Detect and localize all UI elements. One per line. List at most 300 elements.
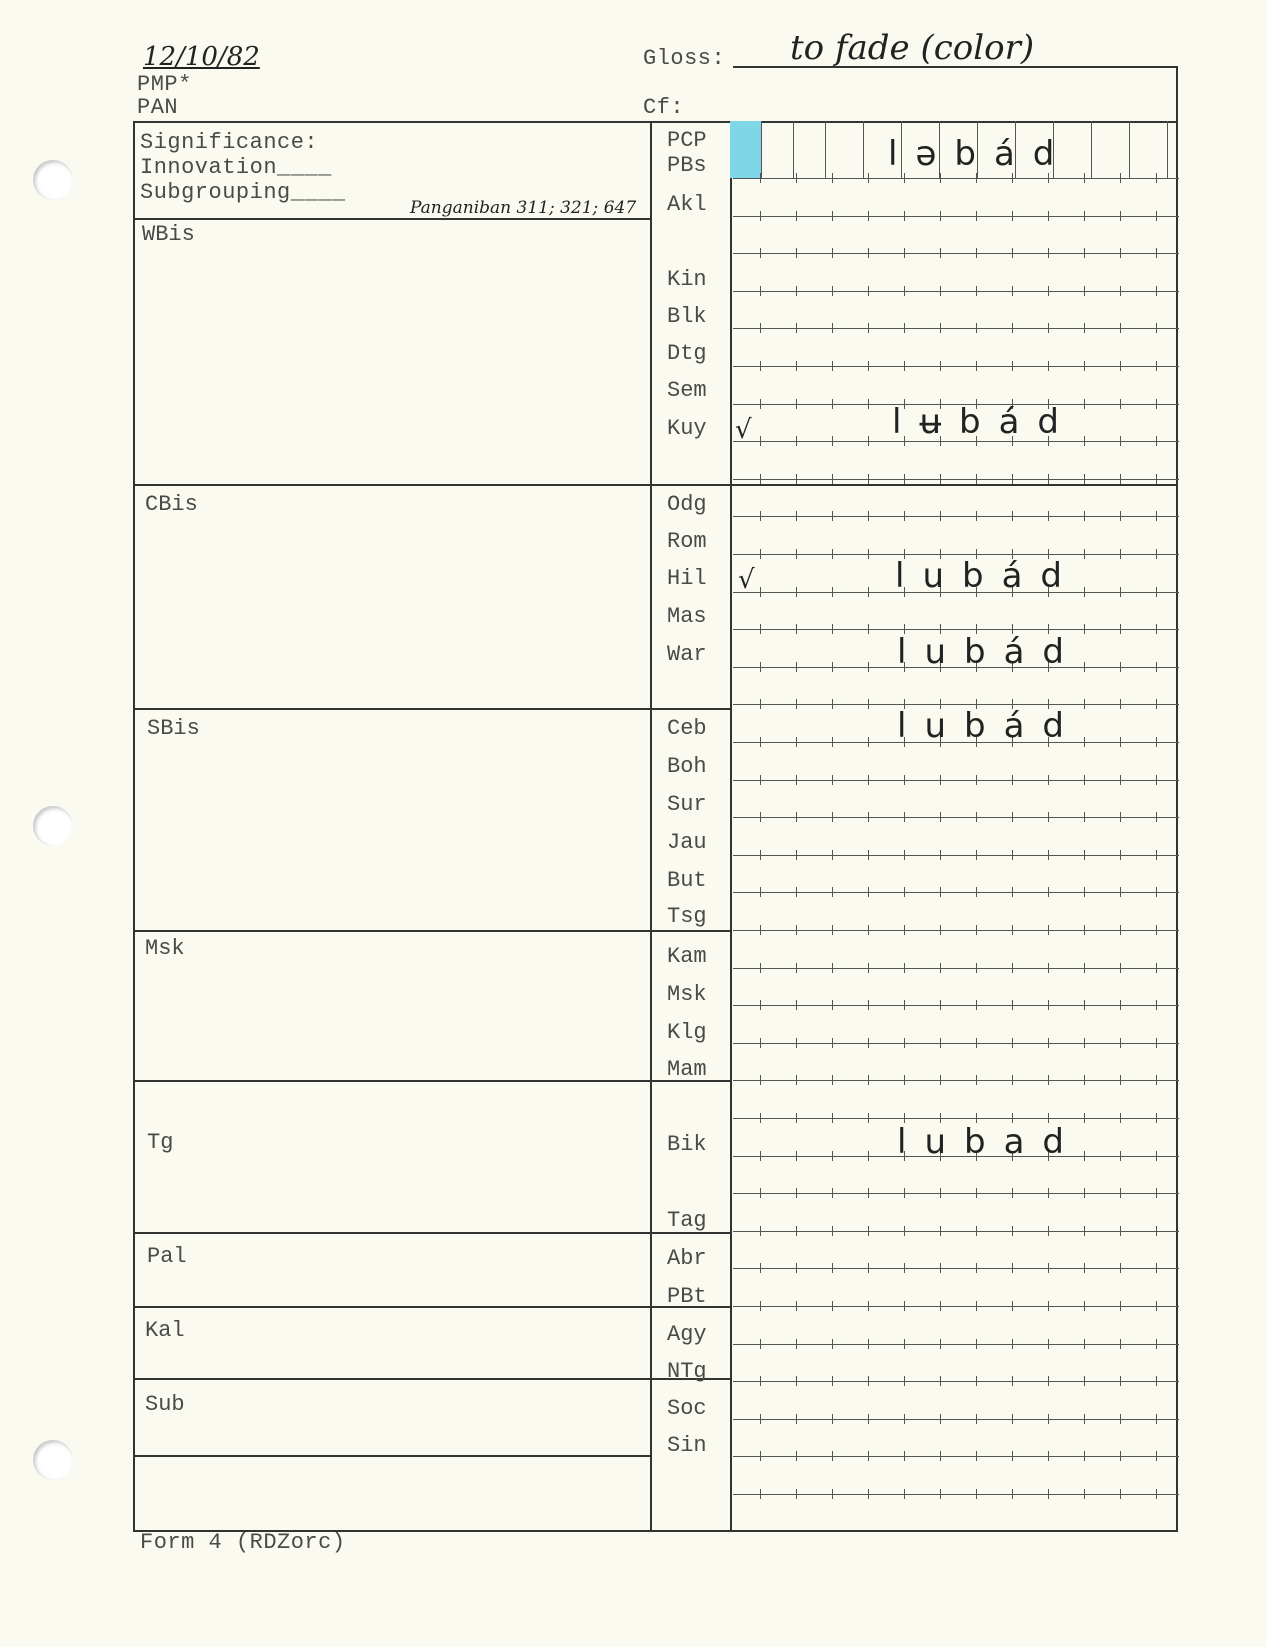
grid-tick <box>1084 1301 1085 1311</box>
grid-tick <box>1048 248 1049 258</box>
grid-tick <box>796 699 797 709</box>
grid-tick <box>940 1414 941 1424</box>
grid-tick <box>1084 925 1085 935</box>
grid-tick <box>868 662 869 672</box>
region-sep-tg <box>133 1080 731 1082</box>
grid-tick <box>1084 812 1085 822</box>
grid-tick <box>1048 775 1049 785</box>
lang-label-soc: Soc <box>667 1396 707 1421</box>
grid-tick <box>1156 211 1157 221</box>
lang-label-ntg: NTg <box>667 1359 707 1384</box>
grid-tick <box>832 1339 833 1349</box>
lang-label-odg: Odg <box>667 492 707 517</box>
punch-hole-middle <box>33 806 73 846</box>
grid-tick <box>1156 1301 1157 1311</box>
lang-label-kam: Kam <box>667 944 707 969</box>
grid-tick <box>868 1451 869 1461</box>
grid-tick <box>1120 399 1121 409</box>
grid-tick <box>832 1376 833 1386</box>
grid-tick <box>1156 399 1157 409</box>
grid-tick <box>832 1113 833 1123</box>
grid-tick <box>796 624 797 634</box>
lang-label-akl: Akl <box>667 192 707 217</box>
grid-tick <box>868 323 869 333</box>
grid-tick <box>832 474 833 484</box>
grid-tick <box>796 436 797 446</box>
grid-tick <box>1156 474 1157 484</box>
grid-tick <box>868 624 869 634</box>
lang-label-dtg: Dtg <box>667 341 707 366</box>
grid-tick <box>868 1263 869 1273</box>
grid-tick <box>796 1451 797 1461</box>
grid-tick <box>1012 812 1013 822</box>
grid-tick <box>1120 511 1121 521</box>
grid-tick <box>868 775 869 785</box>
grid-tick <box>868 1489 869 1499</box>
grid-line <box>733 1118 1179 1119</box>
grid-tick <box>1084 775 1085 785</box>
grid-tick <box>1084 474 1085 484</box>
lang-label-msk: Msk <box>667 982 707 1007</box>
table-left-border <box>133 121 135 1531</box>
grid-tick <box>1084 323 1085 333</box>
region-sep-blank <box>133 1455 651 1457</box>
grid-line <box>733 554 1179 555</box>
grid-tick <box>1120 775 1121 785</box>
grid-tick <box>1048 511 1049 521</box>
grid-tick <box>760 887 761 897</box>
grid-tick <box>796 286 797 296</box>
lang-label-ceb: Ceb <box>667 716 707 741</box>
grid-tick <box>868 1226 869 1236</box>
grid-tick <box>976 511 977 521</box>
grid-tick <box>940 1263 941 1273</box>
grid-tick <box>1048 286 1049 296</box>
grid-tick <box>796 1038 797 1048</box>
grid-tick <box>1120 1339 1121 1349</box>
pcp-cell <box>1092 121 1130 178</box>
lang-label-but: But <box>667 868 707 893</box>
grid-tick <box>1084 887 1085 897</box>
grid-tick <box>796 887 797 897</box>
grid-line <box>733 855 1179 856</box>
grid-tick <box>940 963 941 973</box>
grid-tick <box>832 286 833 296</box>
lang-label-bik: Bik <box>667 1132 707 1157</box>
lang-label-sin: Sin <box>667 1433 707 1458</box>
grid-tick <box>868 286 869 296</box>
grid-tick <box>760 211 761 221</box>
grid-tick <box>1156 361 1157 371</box>
grid-line <box>733 366 1179 367</box>
grid-tick <box>1084 1226 1085 1236</box>
grid-tick <box>796 173 797 183</box>
grid-tick <box>832 662 833 672</box>
grid-tick <box>904 323 905 333</box>
grid-tick <box>868 1339 869 1349</box>
grid-tick <box>904 248 905 258</box>
grid-tick <box>1084 1000 1085 1010</box>
grid-tick <box>1156 248 1157 258</box>
grid-tick <box>832 925 833 935</box>
grid-tick <box>868 248 869 258</box>
grid-tick <box>976 474 977 484</box>
grid-tick <box>1156 1451 1157 1461</box>
grid-tick <box>940 323 941 333</box>
grid-tick <box>1012 173 1013 183</box>
grid-tick <box>904 1075 905 1085</box>
grid-tick <box>1120 436 1121 446</box>
grid-tick <box>1156 286 1157 296</box>
pcp-cell <box>1130 121 1168 178</box>
grid-tick <box>796 1414 797 1424</box>
grid-tick <box>868 399 869 409</box>
grid-tick <box>760 662 761 672</box>
grid-tick <box>1048 1000 1049 1010</box>
grid-tick <box>976 1301 977 1311</box>
form-kuy: lʉbád <box>892 402 1077 442</box>
grid-tick <box>1048 1226 1049 1236</box>
grid-tick <box>868 1038 869 1048</box>
grid-tick <box>976 361 977 371</box>
grid-line <box>733 1231 1179 1232</box>
grid-line <box>733 1381 1179 1382</box>
grid-tick <box>832 436 833 446</box>
grid-tick <box>976 1376 977 1386</box>
grid-tick <box>904 963 905 973</box>
grid-line <box>733 817 1179 818</box>
grid-tick <box>832 549 833 559</box>
grid-tick <box>1084 624 1085 634</box>
grid-tick <box>1012 1339 1013 1349</box>
grid-tick <box>1012 211 1013 221</box>
grid-tick <box>976 812 977 822</box>
grid-tick <box>832 323 833 333</box>
grid-tick <box>760 474 761 484</box>
grid-tick <box>832 699 833 709</box>
lang-label-kin: Kin <box>667 267 707 292</box>
grid-tick <box>976 1414 977 1424</box>
grid-tick <box>1120 887 1121 897</box>
grid-tick <box>976 1226 977 1236</box>
grid-tick <box>868 549 869 559</box>
grid-tick <box>1012 1414 1013 1424</box>
gloss-label: Gloss: <box>643 46 726 71</box>
grid-line <box>733 1344 1179 1345</box>
grid-tick <box>760 1301 761 1311</box>
grid-tick <box>1120 286 1121 296</box>
grid-tick <box>904 1414 905 1424</box>
grid-tick <box>1120 587 1121 597</box>
form-hil: lubád <box>895 556 1080 596</box>
form-war: lubád <box>897 632 1082 672</box>
grid-tick <box>1012 323 1013 333</box>
form-ceb: lubád <box>897 706 1082 746</box>
grid-line <box>733 930 1179 931</box>
grid-tick <box>1120 1489 1121 1499</box>
grid-tick <box>868 587 869 597</box>
grid-tick <box>832 963 833 973</box>
grid-tick <box>760 286 761 296</box>
grid-tick <box>868 1000 869 1010</box>
grid-tick <box>1084 399 1085 409</box>
grid-tick <box>796 474 797 484</box>
lang-label-klg: Klg <box>667 1020 707 1045</box>
grid-tick <box>1084 963 1085 973</box>
grid-tick <box>1120 1301 1121 1311</box>
grid-tick <box>1156 887 1157 897</box>
grid-tick <box>1120 1113 1121 1123</box>
grid-tick <box>1012 1263 1013 1273</box>
region-label-pal: Pal <box>147 1244 187 1269</box>
grid-tick <box>1156 1339 1157 1349</box>
grid-tick <box>1048 1263 1049 1273</box>
grid-tick <box>904 775 905 785</box>
grid-tick <box>1120 812 1121 822</box>
grid-tick <box>760 1151 761 1161</box>
grid-tick <box>976 775 977 785</box>
grid-tick <box>1048 1188 1049 1198</box>
grid-tick <box>904 361 905 371</box>
region-label-tg: Tg <box>147 1130 174 1155</box>
grid-tick <box>868 850 869 860</box>
grid-tick <box>1084 549 1085 559</box>
pan-label: PAN <box>137 95 179 120</box>
grid-tick <box>1084 737 1085 747</box>
grid-tick <box>1012 887 1013 897</box>
grid-tick <box>796 1376 797 1386</box>
grid-tick <box>1156 737 1157 747</box>
grid-line <box>733 178 1179 179</box>
lang-label-abr: Abr <box>667 1246 707 1271</box>
grid-tick <box>1120 624 1121 634</box>
grid-tick <box>760 1263 761 1273</box>
grid-tick <box>976 323 977 333</box>
grid-tick <box>1048 1489 1049 1499</box>
punch-hole-top <box>33 160 73 200</box>
grid-tick <box>976 173 977 183</box>
grid-tick <box>760 1376 761 1386</box>
grid-tick <box>796 925 797 935</box>
region-sep-cbis <box>133 484 1178 486</box>
region-label-msk: Msk <box>145 936 185 961</box>
region-sep-pal <box>133 1232 731 1234</box>
grid-tick <box>1084 511 1085 521</box>
grid-tick <box>796 399 797 409</box>
grid-tick <box>904 850 905 860</box>
grid-tick <box>832 211 833 221</box>
grid-tick <box>1120 323 1121 333</box>
region-label-sub: Sub <box>145 1392 185 1417</box>
grid-tick <box>1012 1451 1013 1461</box>
grid-tick <box>868 963 869 973</box>
grid-tick <box>940 1188 941 1198</box>
grid-tick <box>1084 662 1085 672</box>
grid-tick <box>940 248 941 258</box>
grid-tick <box>868 1113 869 1123</box>
grid-tick <box>976 850 977 860</box>
grid-tick <box>904 286 905 296</box>
grid-tick <box>1156 1489 1157 1499</box>
significance-bottom-line <box>133 218 651 220</box>
grid-tick <box>1156 963 1157 973</box>
grid-tick <box>1012 361 1013 371</box>
grid-tick <box>1156 1263 1157 1273</box>
grid-tick <box>1120 1414 1121 1424</box>
grid-tick <box>976 1489 977 1499</box>
grid-tick <box>940 775 941 785</box>
significance-title: Significance: <box>140 130 319 155</box>
grid-tick <box>832 361 833 371</box>
grid-tick <box>904 1376 905 1386</box>
grid-line <box>733 253 1179 254</box>
grid-tick <box>760 399 761 409</box>
grid-tick <box>940 1038 941 1048</box>
grid-tick <box>868 812 869 822</box>
grid-tick <box>1048 1414 1049 1424</box>
grid-tick <box>940 511 941 521</box>
lang-label-rom: Rom <box>667 529 707 554</box>
grid-tick <box>1048 173 1049 183</box>
grid-tick <box>796 248 797 258</box>
lang-label-pcp: PCP <box>667 128 707 153</box>
grid-tick <box>760 173 761 183</box>
grid-tick <box>1120 1376 1121 1386</box>
grid-tick <box>904 1188 905 1198</box>
grid-line <box>733 704 1179 705</box>
grid-tick <box>868 474 869 484</box>
grid-tick <box>796 1188 797 1198</box>
grid-tick <box>1120 361 1121 371</box>
date: 12/10/82 <box>143 42 260 72</box>
lang-label-pbt: PBt <box>667 1284 707 1309</box>
grid-line <box>733 291 1179 292</box>
grid-tick <box>796 1489 797 1499</box>
grid-tick <box>1048 1038 1049 1048</box>
subgrouping-label: Subgrouping____ <box>140 180 346 205</box>
grid-tick <box>868 737 869 747</box>
grid-tick <box>796 1339 797 1349</box>
grid-tick <box>760 775 761 785</box>
grid-tick <box>832 887 833 897</box>
grid-line <box>733 780 1179 781</box>
grid-tick <box>1156 549 1157 559</box>
punch-hole-bottom <box>33 1440 73 1480</box>
grid-tick <box>760 1188 761 1198</box>
grid-tick <box>796 850 797 860</box>
grid-tick <box>940 173 941 183</box>
grid-tick <box>940 1000 941 1010</box>
grid-tick <box>904 1226 905 1236</box>
footer-form-label: Form 4 (RDZorc) <box>140 1530 346 1555</box>
grid-tick <box>796 1151 797 1161</box>
grid-tick <box>1048 323 1049 333</box>
grid-tick <box>760 511 761 521</box>
grid-tick <box>796 549 797 559</box>
grid-line <box>733 516 1179 517</box>
grid-tick <box>1012 1376 1013 1386</box>
grid-tick <box>1048 812 1049 822</box>
grid-tick <box>1084 1188 1085 1198</box>
grid-tick <box>1048 474 1049 484</box>
grid-tick <box>760 549 761 559</box>
grid-tick <box>1156 812 1157 822</box>
grid-tick <box>1156 1376 1157 1386</box>
grid-tick <box>1120 549 1121 559</box>
grid-line <box>733 1456 1179 1457</box>
grid-tick <box>1084 850 1085 860</box>
grid-tick <box>1012 1188 1013 1198</box>
lang-label-hil: Hil <box>667 566 707 591</box>
grid-tick <box>1120 699 1121 709</box>
region-label-sbis: SBis <box>147 716 200 741</box>
grid-tick <box>832 1489 833 1499</box>
grid-line <box>733 1419 1179 1420</box>
grid-tick <box>796 737 797 747</box>
grid-tick <box>1120 925 1121 935</box>
grid-tick <box>1156 511 1157 521</box>
grid-tick <box>760 812 761 822</box>
pcp-cell <box>762 121 794 178</box>
grid-tick <box>796 775 797 785</box>
grid-tick <box>832 775 833 785</box>
grid-tick <box>904 173 905 183</box>
region-sep-sbis <box>133 708 731 710</box>
grid-tick <box>796 1226 797 1236</box>
grid-tick <box>832 248 833 258</box>
grid-tick <box>976 211 977 221</box>
grid-line <box>733 1080 1179 1081</box>
grid-tick <box>1120 1038 1121 1048</box>
table-divider-2 <box>730 121 732 1531</box>
grid-tick <box>760 925 761 935</box>
grid-tick <box>940 1301 941 1311</box>
grid-tick <box>1084 1038 1085 1048</box>
grid-tick <box>1084 436 1085 446</box>
grid-tick <box>832 1075 833 1085</box>
grid-tick <box>1120 662 1121 672</box>
grid-tick <box>1156 850 1157 860</box>
grid-tick <box>760 1075 761 1085</box>
grid-tick <box>1084 286 1085 296</box>
grid-tick <box>1012 1038 1013 1048</box>
grid-tick <box>832 511 833 521</box>
grid-tick <box>1084 1414 1085 1424</box>
grid-tick <box>760 737 761 747</box>
grid-tick <box>760 361 761 371</box>
grid-tick <box>1156 587 1157 597</box>
grid-tick <box>1120 963 1121 973</box>
cf-label: Cf: <box>643 95 685 120</box>
grid-tick <box>760 963 761 973</box>
grid-tick <box>832 737 833 747</box>
grid-tick <box>868 1075 869 1085</box>
grid-tick <box>760 1489 761 1499</box>
grid-tick <box>868 1188 869 1198</box>
grid-tick <box>760 587 761 597</box>
grid-tick <box>760 624 761 634</box>
grid-tick <box>1120 474 1121 484</box>
grid-tick <box>1048 361 1049 371</box>
grid-tick <box>796 1263 797 1273</box>
grid-tick <box>1156 1414 1157 1424</box>
grid-tick <box>1012 511 1013 521</box>
grid-tick <box>976 1451 977 1461</box>
grid-tick <box>1012 1075 1013 1085</box>
grid-tick <box>940 1451 941 1461</box>
grid-tick <box>1120 1000 1121 1010</box>
grid-tick <box>832 1151 833 1161</box>
